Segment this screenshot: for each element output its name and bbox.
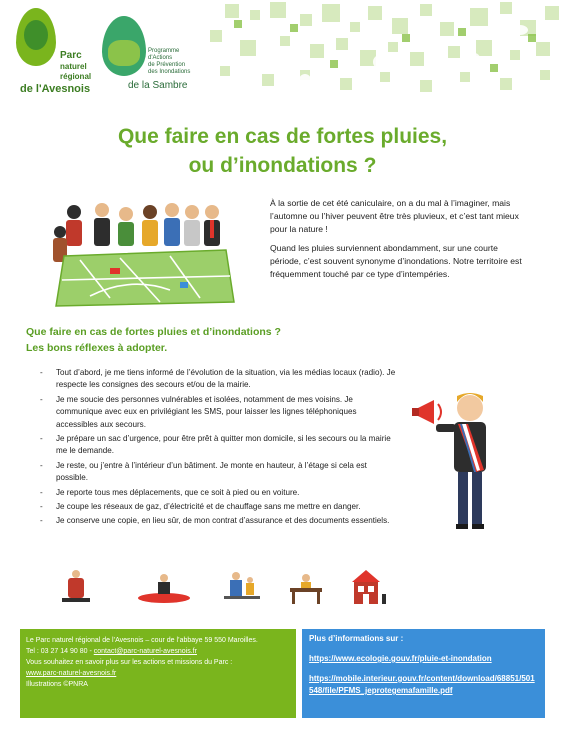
- people-map-illustration: [50, 198, 240, 310]
- page-title: [0, 122, 565, 180]
- parc-logo-line1: Parc: [60, 50, 82, 61]
- interieur-link[interactable]: https://mobile.interieur.gouv.fr/content/download/68851/501548/file/PFMS_jeprotegemafamille.pdf: [309, 674, 535, 695]
- list-item: - Je coupe les réseaux de gaz, d’électricité et de chauffage sans me mettre en danger.: [40, 502, 361, 512]
- parc-logo-line3: régional: [60, 72, 92, 81]
- list-item: - Je reste, ou j’entre à l’intérieur d’un bâtiment. Je monte en hauteur, à l’étage si cela est possible.: [40, 460, 367, 483]
- list-item: - Je conserve une copie, en lieu sûr, de mon contrat d’assurance et des documents essentiels.: [40, 516, 390, 526]
- boat-icon: [138, 574, 190, 603]
- reflex-icons-row: [60, 568, 390, 606]
- intro-text: [270, 197, 526, 287]
- intro-paragraph-1: À la sortie de cet été caniculaire, on a du mal à l’imaginer, mais l’automne ou l’hiver peuvent être très pluvieux, et c’est tant mieux pour la nature !: [270, 198, 519, 234]
- mayor-megaphone-illustration: [410, 390, 510, 535]
- list-item: - Je prépare un sac d’urgence, pour être prêt à quitter mon domicile, si les secours ou la mairie me le demande.: [40, 434, 391, 456]
- parc-logo: [12, 6, 96, 102]
- backpack-icon: [62, 570, 90, 602]
- papi-logo-line2: d'Actions: [148, 55, 173, 61]
- header-banner: [0, 0, 565, 110]
- page-title-line1: Que faire en cas de fortes pluies,: [117, 125, 448, 148]
- footer-credits: Illustrations ©PNRA: [26, 681, 88, 688]
- footer-links-heading: Plus d’informations sur :: [309, 634, 404, 643]
- papi-logo-line3: de Prévention: [148, 62, 186, 68]
- parc-logo-line4: de l'Avesnois: [20, 83, 91, 95]
- section-subtitle-line2: Les bons réflexes à adopter.: [26, 342, 168, 354]
- list-item: - Tout d’abord, je me tiens informé de l’évolution de la situation, via les médias locaux (radio). Je respecte les consignes des secours et/ou de la mairie.: [40, 368, 396, 390]
- family-icon: [224, 572, 260, 599]
- list-item: - Je reporte tous mes déplacements, que ce soit à pied ou en voiture.: [40, 487, 300, 497]
- footer-more-info: Vous souhaitez en savoir plus sur les actions et missions du Parc :: [26, 659, 233, 666]
- reflexes-list: [40, 367, 400, 530]
- house-icon: [352, 570, 386, 604]
- ecologie-link[interactable]: https://www.ecologie.gouv.fr/pluie-et-inondation: [309, 654, 492, 663]
- page-title-line2: ou d’inondations ?: [188, 154, 377, 177]
- papi-logo-line5: de la Sambre: [128, 80, 188, 91]
- footer-tel-line: [26, 646, 290, 657]
- footer-email-link[interactable]: contact@parc-naturel-avesnois.fr: [93, 648, 197, 655]
- papi-logo-line4: des Inondations: [148, 69, 191, 75]
- intro-paragraph-2: Quand les pluies surviennent abondamment, sur une courte période, c’est souvent synonyme d’inondations. Notre territoire est fréquemment touché par ce type d’intempéries.: [270, 243, 522, 279]
- footer-tel: Tel : 03 27 14 90 80 -: [26, 648, 92, 655]
- papi-logo-line1: Programme: [148, 48, 180, 54]
- footer-contact: [20, 629, 296, 718]
- papi-logo: [100, 12, 210, 96]
- megaphone-icon: [412, 400, 441, 424]
- parc-logo-line2: naturel: [60, 62, 87, 71]
- footer-address: Le Parc naturel régional de l’Avesnois – cour de l’abbaye 59 550 Maroilles.: [26, 637, 258, 644]
- section-subtitle: [26, 324, 346, 356]
- footer-links: [302, 629, 545, 718]
- list-item: - Je me soucie des personnes vulnérables et isolées, notamment de mes voisins. Je communique avec eux en privilégiant les SMS, pour laisser les lignes téléphoniques accessibles aux secours.: [40, 394, 357, 429]
- table-shelter-icon: [290, 574, 322, 604]
- footer-website-link[interactable]: www.parc-naturel-avesnois.fr: [26, 670, 117, 677]
- section-subtitle-line1: Que faire en cas de fortes pluies et d’inondations ?: [26, 326, 281, 338]
